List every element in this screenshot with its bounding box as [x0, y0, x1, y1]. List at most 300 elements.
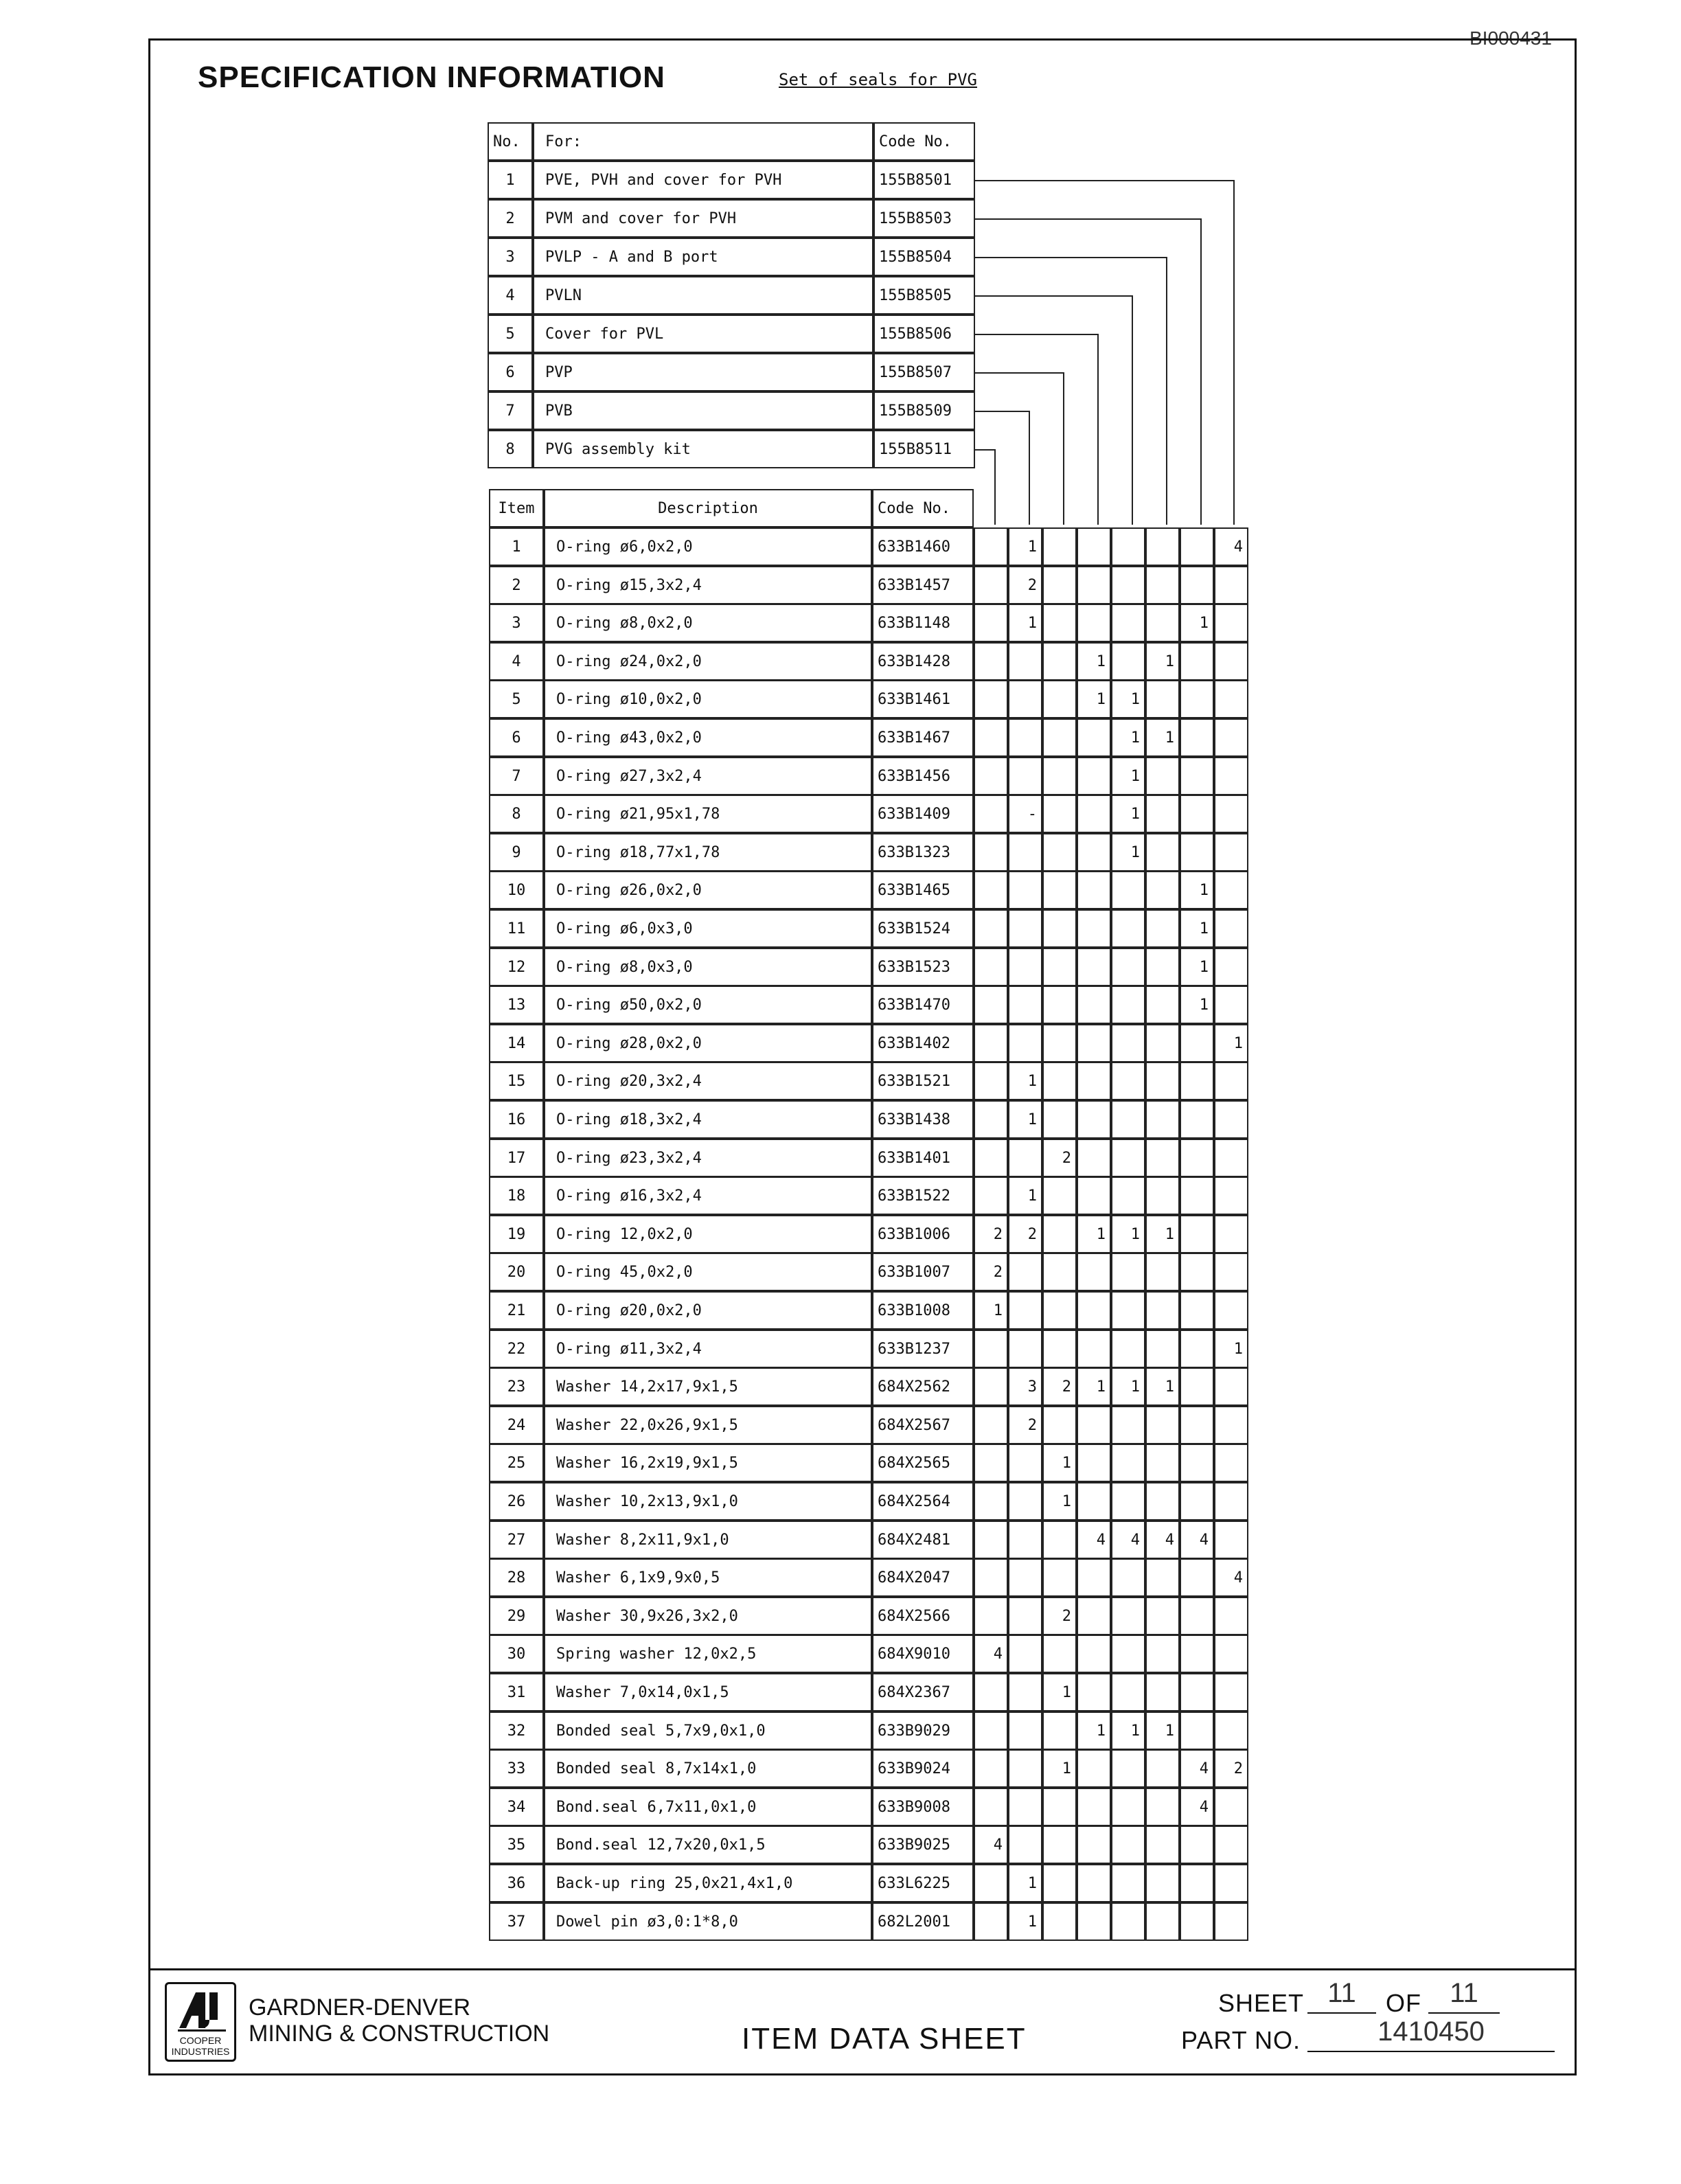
item-quantity [1077, 1864, 1111, 1902]
connector-vertical [994, 449, 996, 525]
item-quantity [974, 1521, 1008, 1559]
item-quantity [1042, 1176, 1077, 1215]
item-description: O-ring 45,0x2,0 [544, 1253, 872, 1291]
item-quantity [1214, 1100, 1248, 1139]
item-quantity [1111, 909, 1145, 948]
item-quantity [1214, 1444, 1248, 1482]
sheet-label: SHEET [1218, 1989, 1305, 2017]
part-number-underline [1307, 2051, 1555, 2052]
item-quantity: 1 [1008, 1062, 1042, 1100]
item-quantity [1111, 1139, 1145, 1177]
set-row-no: 4 [488, 276, 533, 315]
item-quantity: 1 [1145, 1711, 1180, 1750]
item-quantity [974, 1749, 1008, 1788]
item-quantity [1008, 1139, 1042, 1177]
connector-horizontal [975, 180, 1233, 181]
connector-horizontal [975, 411, 1029, 412]
logo-text: COOPER INDUSTRIES [171, 2035, 230, 2057]
item-quantity [1180, 1367, 1214, 1406]
item-number: 9 [489, 833, 544, 872]
item-quantity: 1 [1145, 1215, 1180, 1253]
item-code: 633B1470 [872, 986, 974, 1024]
item-quantity [974, 680, 1008, 718]
item-quantity [1111, 1864, 1145, 1902]
item-quantity [1180, 1444, 1214, 1482]
item-quantity [974, 795, 1008, 833]
item-quantity: 1 [1111, 757, 1145, 795]
item-quantity: 4 [1180, 1788, 1214, 1826]
item-code: 684X2564 [872, 1482, 974, 1521]
item-quantity: 1 [1214, 1024, 1248, 1062]
item-quantity: 1 [1180, 909, 1214, 948]
item-quantity: 1 [1111, 795, 1145, 833]
item-code: 633B1461 [872, 680, 974, 718]
item-quantity [1145, 1482, 1180, 1521]
item-quantity [1111, 871, 1145, 909]
connector-vertical [1132, 295, 1133, 525]
part-number: 1410450 [1377, 2016, 1485, 2047]
item-quantity [1042, 1521, 1077, 1559]
item-quantity [1111, 1825, 1145, 1864]
company-name-line2: MINING & CONSTRUCTION [249, 2021, 550, 2047]
item-description: Bonded seal 8,7x14x1,0 [544, 1749, 872, 1788]
item-description: O-ring ø8,0x2,0 [544, 604, 872, 642]
item-quantity [1214, 1406, 1248, 1444]
items-header-description: Description [544, 489, 872, 527]
item-number: 24 [489, 1406, 544, 1444]
item-description: Bond.seal 6,7x11,0x1,0 [544, 1788, 872, 1826]
item-quantity [1077, 1902, 1111, 1941]
item-number: 33 [489, 1749, 544, 1788]
company-name-line1: GARDNER-DENVER [249, 1994, 471, 2021]
item-number: 17 [489, 1139, 544, 1177]
item-quantity [1145, 1902, 1180, 1941]
item-quantity [1111, 1330, 1145, 1368]
item-description: O-ring ø18,77x1,78 [544, 833, 872, 872]
item-code: 633B1237 [872, 1330, 974, 1368]
set-row-code: 155B8507 [873, 353, 975, 391]
item-quantity [1145, 948, 1180, 986]
item-quantity [1042, 1215, 1077, 1253]
item-description: Back-up ring 25,0x21,4x1,0 [544, 1864, 872, 1902]
item-quantity [1042, 1788, 1077, 1826]
item-description: O-ring ø18,3x2,4 [544, 1100, 872, 1139]
item-quantity [1042, 1825, 1077, 1864]
item-code: 684X2367 [872, 1673, 974, 1711]
item-quantity [1214, 795, 1248, 833]
item-code: 633B1456 [872, 757, 974, 795]
item-quantity [1077, 604, 1111, 642]
item-quantity: 1 [1111, 1367, 1145, 1406]
item-quantity [1145, 1139, 1180, 1177]
item-quantity [1008, 1024, 1042, 1062]
item-quantity [1145, 604, 1180, 642]
item-quantity [974, 1673, 1008, 1711]
sheet-number: 11 [1327, 1978, 1356, 2008]
sheet-number-underline [1307, 2012, 1376, 2014]
item-description: Washer 16,2x19,9x1,5 [544, 1444, 872, 1482]
item-quantity [1214, 1825, 1248, 1864]
item-quantity: 2 [1008, 1215, 1042, 1253]
item-number: 30 [489, 1635, 544, 1673]
item-code: 633B9029 [872, 1711, 974, 1750]
item-quantity [1145, 1444, 1180, 1482]
item-quantity [974, 986, 1008, 1024]
item-quantity [1145, 1100, 1180, 1139]
item-description: O-ring ø24,0x2,0 [544, 642, 872, 681]
item-quantity [1111, 1788, 1145, 1826]
item-quantity [1180, 1330, 1214, 1368]
item-quantity: 1 [974, 1291, 1008, 1330]
item-quantity [974, 1406, 1008, 1444]
item-quantity [974, 1788, 1008, 1826]
item-number: 22 [489, 1330, 544, 1368]
item-quantity [1008, 1673, 1042, 1711]
item-description: Dowel pin ø3,0:1*8,0 [544, 1902, 872, 1941]
item-quantity [1077, 566, 1111, 604]
item-quantity [1214, 1635, 1248, 1673]
item-quantity [1077, 1482, 1111, 1521]
item-quantity [1042, 1558, 1077, 1597]
item-quantity [1042, 718, 1077, 757]
item-quantity [1145, 1291, 1180, 1330]
item-code: 633B1465 [872, 871, 974, 909]
item-quantity: 4 [1077, 1521, 1111, 1559]
item-quantity: 1 [1111, 680, 1145, 718]
item-code: 633B1323 [872, 833, 974, 872]
spec-title: SPECIFICATION INFORMATION [198, 60, 665, 94]
item-number: 28 [489, 1558, 544, 1597]
item-quantity: 2 [974, 1215, 1008, 1253]
item-quantity [1077, 1139, 1111, 1177]
item-quantity: 4 [974, 1825, 1008, 1864]
item-quantity [1077, 1062, 1111, 1100]
item-quantity: 1 [1008, 1864, 1042, 1902]
item-description: Bond.seal 12,7x20,0x1,5 [544, 1825, 872, 1864]
item-quantity [974, 1062, 1008, 1100]
item-description: O-ring ø6,0x3,0 [544, 909, 872, 948]
item-quantity [1180, 642, 1214, 681]
set-row-no: 3 [488, 238, 533, 276]
item-quantity [974, 1902, 1008, 1941]
item-quantity [1180, 1902, 1214, 1941]
item-quantity [1077, 986, 1111, 1024]
item-quantity [1042, 642, 1077, 681]
set-row-for: PVE, PVH and cover for PVH [533, 161, 873, 199]
item-quantity: 1 [1111, 718, 1145, 757]
item-quantity [1042, 1711, 1077, 1750]
item-quantity [1077, 1558, 1111, 1597]
item-number: 16 [489, 1100, 544, 1139]
item-number: 36 [489, 1864, 544, 1902]
item-number: 23 [489, 1367, 544, 1406]
item-quantity: 2 [974, 1253, 1008, 1291]
item-quantity [1214, 1521, 1248, 1559]
item-quantity [1077, 1788, 1111, 1826]
item-quantity: 1 [1180, 871, 1214, 909]
set-row-no: 5 [488, 315, 533, 353]
item-quantity [1008, 680, 1042, 718]
item-quantity [1180, 718, 1214, 757]
item-number: 14 [489, 1024, 544, 1062]
item-code: 633B1457 [872, 566, 974, 604]
item-quantity [974, 948, 1008, 986]
item-quantity [1077, 1673, 1111, 1711]
item-quantity [1145, 1558, 1180, 1597]
set-row-no: 7 [488, 391, 533, 430]
items-header-code: Code No. [872, 489, 974, 527]
sheet-title: ITEM DATA SHEET [742, 2022, 1027, 2056]
item-quantity: 1 [1145, 718, 1180, 757]
item-quantity [1077, 1176, 1111, 1215]
item-quantity [974, 833, 1008, 872]
item-code: 633B1148 [872, 604, 974, 642]
item-quantity [1008, 909, 1042, 948]
item-quantity [1042, 680, 1077, 718]
item-number: 2 [489, 566, 544, 604]
item-code: 633B9025 [872, 1825, 974, 1864]
set-row-code: 155B8504 [873, 238, 975, 276]
item-quantity: 1 [1008, 527, 1042, 566]
item-description: O-ring ø20,0x2,0 [544, 1291, 872, 1330]
item-quantity [1214, 1215, 1248, 1253]
item-code: 633B1007 [872, 1253, 974, 1291]
item-quantity: 1 [1042, 1444, 1077, 1482]
item-quantity [1180, 1825, 1214, 1864]
connector-horizontal [975, 372, 1063, 374]
item-quantity: 2 [1214, 1749, 1248, 1788]
item-number: 19 [489, 1215, 544, 1253]
item-quantity [1214, 718, 1248, 757]
set-row-code: 155B8511 [873, 430, 975, 468]
item-quantity [1214, 1902, 1248, 1941]
item-quantity [1042, 1100, 1077, 1139]
item-quantity [1214, 1139, 1248, 1177]
item-quantity [1077, 718, 1111, 757]
item-number: 5 [489, 680, 544, 718]
item-quantity [1111, 1902, 1145, 1941]
item-quantity [1111, 642, 1145, 681]
item-quantity [1008, 1825, 1042, 1864]
item-quantity [1214, 1482, 1248, 1521]
set-row-for: PVM and cover for PVH [533, 199, 873, 238]
item-description: O-ring ø15,3x2,4 [544, 566, 872, 604]
item-number: 13 [489, 986, 544, 1024]
item-quantity [1008, 986, 1042, 1024]
item-quantity [1042, 604, 1077, 642]
item-quantity [1214, 909, 1248, 948]
item-quantity [1145, 1253, 1180, 1291]
item-code: 684X2565 [872, 1444, 974, 1482]
item-quantity: 1 [1008, 1902, 1042, 1941]
item-quantity [1214, 1367, 1248, 1406]
item-quantity: 4 [1214, 527, 1248, 566]
item-quantity [1042, 527, 1077, 566]
item-number: 34 [489, 1788, 544, 1826]
item-quantity [1111, 1558, 1145, 1597]
item-quantity [1180, 566, 1214, 604]
item-quantity [1180, 1558, 1214, 1597]
item-quantity [1008, 1711, 1042, 1750]
item-number: 12 [489, 948, 544, 986]
item-quantity: 1 [1008, 1176, 1042, 1215]
item-code: 633B1008 [872, 1291, 974, 1330]
item-quantity [1077, 1253, 1111, 1291]
item-quantity [974, 1482, 1008, 1521]
item-quantity: 1 [1042, 1749, 1077, 1788]
item-quantity [1008, 1521, 1042, 1559]
item-code: 633B1524 [872, 909, 974, 948]
item-quantity [1180, 833, 1214, 872]
item-quantity: 1 [1111, 1711, 1145, 1750]
item-quantity [1111, 1253, 1145, 1291]
item-quantity [1145, 871, 1180, 909]
item-quantity [1214, 1597, 1248, 1635]
item-quantity [1180, 795, 1214, 833]
item-description: Washer 10,2x13,9x1,0 [544, 1482, 872, 1521]
item-quantity [974, 566, 1008, 604]
item-quantity [1077, 795, 1111, 833]
item-code: 633B1402 [872, 1024, 974, 1062]
item-quantity: 4 [974, 1635, 1008, 1673]
item-quantity [1008, 1597, 1042, 1635]
item-quantity [1180, 1482, 1214, 1521]
item-quantity [1180, 1139, 1214, 1177]
item-quantity [974, 1024, 1008, 1062]
item-quantity [1042, 566, 1077, 604]
item-code: 684X9010 [872, 1635, 974, 1673]
item-quantity: 4 [1111, 1521, 1145, 1559]
item-quantity [1077, 1024, 1111, 1062]
item-quantity [1042, 757, 1077, 795]
cooper-logo-icon [175, 1988, 229, 2032]
sets-header-no: No. [488, 122, 533, 161]
set-row-code: 155B8509 [873, 391, 975, 430]
item-code: 633B9008 [872, 1788, 974, 1826]
connector-horizontal [975, 295, 1132, 297]
item-code: 684X2481 [872, 1521, 974, 1559]
item-quantity: 2 [1008, 566, 1042, 604]
item-description: O-ring ø6,0x2,0 [544, 527, 872, 566]
item-quantity [1145, 1176, 1180, 1215]
item-code: 633B9024 [872, 1749, 974, 1788]
item-code: 633B1006 [872, 1215, 974, 1253]
item-quantity [974, 871, 1008, 909]
item-quantity: 1 [1077, 680, 1111, 718]
company-logo [165, 1982, 236, 2062]
item-quantity [1042, 1330, 1077, 1368]
item-quantity: 2 [1042, 1367, 1077, 1406]
item-quantity [1042, 1062, 1077, 1100]
item-quantity: 1 [1111, 1215, 1145, 1253]
connector-vertical [1200, 218, 1202, 525]
item-quantity [1180, 1253, 1214, 1291]
connector-horizontal [975, 449, 994, 451]
item-quantity [1145, 1749, 1180, 1788]
item-quantity [974, 909, 1008, 948]
item-quantity [1077, 1597, 1111, 1635]
item-quantity [1145, 833, 1180, 872]
item-quantity [1111, 1176, 1145, 1215]
item-quantity [1077, 1291, 1111, 1330]
item-quantity [1042, 1902, 1077, 1941]
item-quantity [1180, 1711, 1214, 1750]
item-quantity: 1 [1180, 948, 1214, 986]
item-quantity: 1 [1042, 1673, 1077, 1711]
item-quantity [1042, 948, 1077, 986]
item-description: O-ring ø20,3x2,4 [544, 1062, 872, 1100]
item-quantity [1180, 1215, 1214, 1253]
item-quantity [1214, 833, 1248, 872]
item-quantity [1042, 1406, 1077, 1444]
item-number: 4 [489, 642, 544, 681]
item-code: 682L2001 [872, 1902, 974, 1941]
item-quantity [1145, 527, 1180, 566]
set-row-code: 155B8503 [873, 199, 975, 238]
item-quantity [1180, 1100, 1214, 1139]
item-quantity [1042, 1291, 1077, 1330]
item-quantity [1042, 909, 1077, 948]
item-quantity [1145, 680, 1180, 718]
item-quantity [1145, 1864, 1180, 1902]
items-header-item: Item [489, 489, 544, 527]
set-row-for: PVLP - A and B port [533, 238, 873, 276]
item-code: 633B1523 [872, 948, 974, 986]
item-code: 633B1467 [872, 718, 974, 757]
item-quantity [1214, 986, 1248, 1024]
item-description: Washer 8,2x11,9x1,0 [544, 1521, 872, 1559]
item-number: 7 [489, 757, 544, 795]
spec-subtitle: Set of seals for PVG [779, 70, 977, 89]
set-row-for: Cover for PVL [533, 315, 873, 353]
item-number: 27 [489, 1521, 544, 1559]
connector-vertical [1233, 180, 1235, 525]
item-description: O-ring ø21,95x1,78 [544, 795, 872, 833]
item-quantity [1145, 1673, 1180, 1711]
item-description: Bonded seal 5,7x9,0x1,0 [544, 1711, 872, 1750]
item-quantity [974, 1444, 1008, 1482]
item-quantity [1145, 757, 1180, 795]
set-row-code: 155B8506 [873, 315, 975, 353]
item-quantity [1042, 795, 1077, 833]
item-number: 1 [489, 527, 544, 566]
item-quantity: 1 [1077, 1711, 1111, 1750]
item-quantity: 4 [1145, 1521, 1180, 1559]
item-quantity [1077, 527, 1111, 566]
item-description: Washer 22,0x26,9x1,5 [544, 1406, 872, 1444]
item-quantity [1111, 1291, 1145, 1330]
item-quantity [1077, 1406, 1111, 1444]
item-quantity [1111, 1635, 1145, 1673]
item-quantity [974, 1558, 1008, 1597]
item-quantity [1008, 1482, 1042, 1521]
item-quantity [1145, 986, 1180, 1024]
item-quantity [974, 1139, 1008, 1177]
item-code: 633B1522 [872, 1176, 974, 1215]
item-quantity [1008, 871, 1042, 909]
item-description: Washer 7,0x14,0x1,5 [544, 1673, 872, 1711]
item-code: 633B1438 [872, 1100, 974, 1139]
item-quantity: 4 [1214, 1558, 1248, 1597]
item-quantity: 1 [1145, 1367, 1180, 1406]
item-quantity [1145, 1597, 1180, 1635]
item-quantity [1111, 1406, 1145, 1444]
item-quantity [1180, 527, 1214, 566]
item-quantity [974, 718, 1008, 757]
item-quantity [1008, 1635, 1042, 1673]
item-quantity [1180, 1673, 1214, 1711]
connector-horizontal [975, 257, 1166, 258]
